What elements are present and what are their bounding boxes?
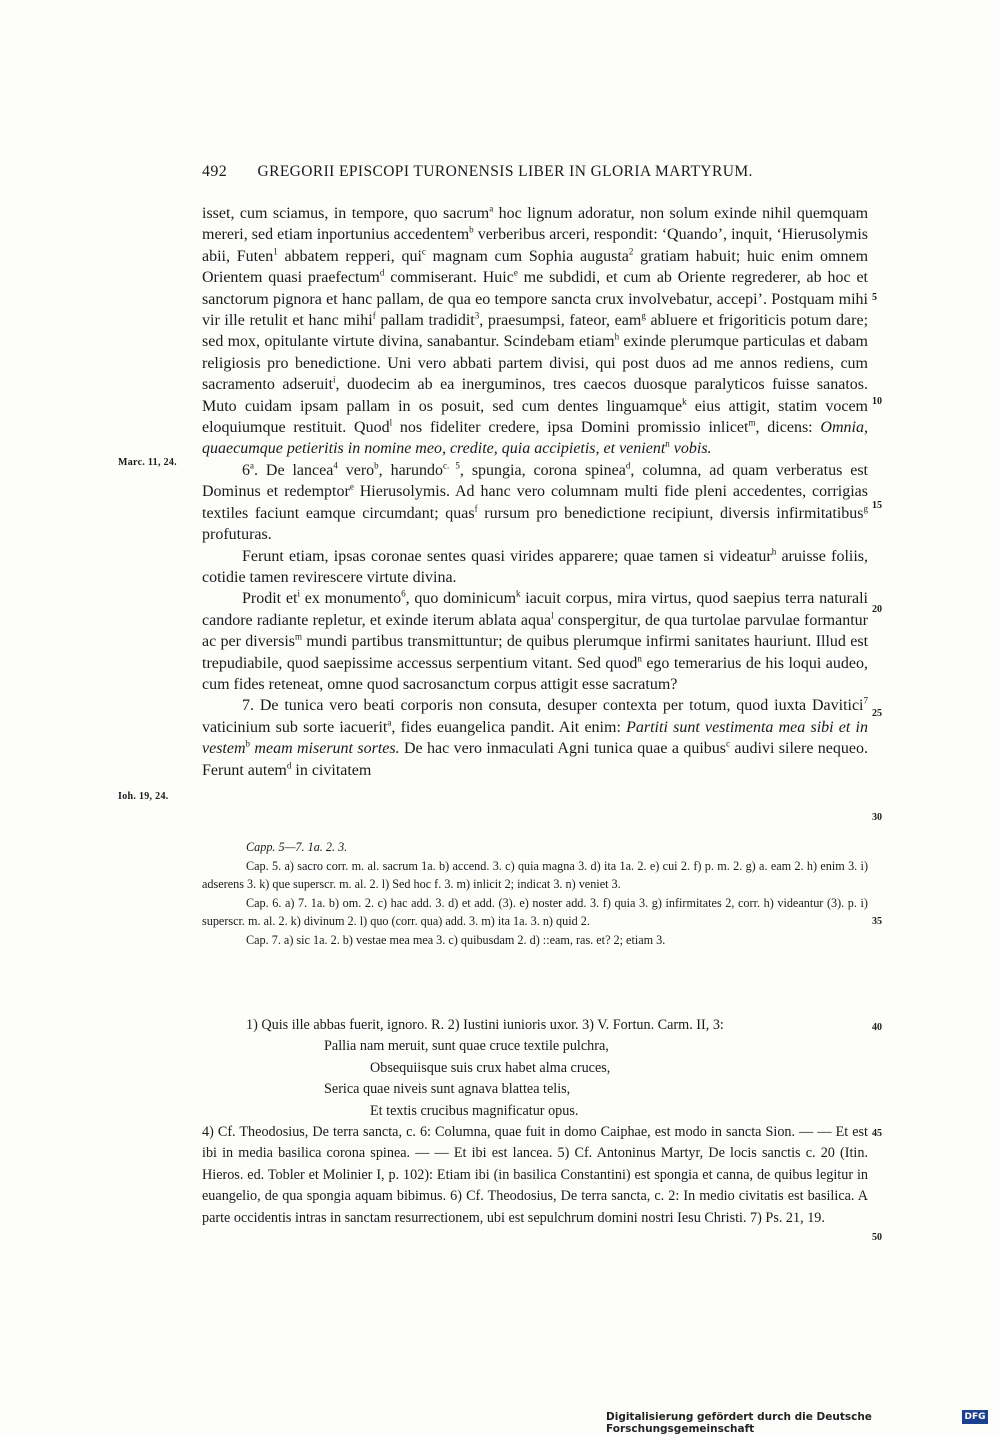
running-title: GREGORII EPISCOPI TURONENSIS LIBER IN GLORIA MARTYRUM.	[257, 163, 753, 180]
line-number: 25	[872, 708, 882, 719]
apparatus-line: Cap. 5. a) sacro corr. m. al. sacrum 1a. b) accend. 3. c) quia magna 3. d) ita 1a. 2. e) cui 2. f) p. m. 2. g) a. eam 2. h) enim 3. i) adserens 3. k) que superscr. m. al. 2. l) Sed hoc f. 3. m) inlicit 2; indicat 3. n) veniet 3.	[202, 858, 868, 892]
footnote: 1) Quis ille abbas fuerit, ignoro. R. 2) Iustini iunioris uxor. 3) V. Fortun. Carm. II, 3:	[246, 1017, 724, 1033]
apparatus-line: Cap. 6. a) 7. 1a. b) om. 2. c) hac add. 3. d) et add. (3). e) noster add. 3. f) quia 3. g) infirmitates 2, corr. h) videantur (3). p. i) superscr. m. al. 2. k) divinum 2. l) quo (corr. qua) add. 3. m) ita 1a. 3. n) quid 2.	[202, 895, 868, 929]
verse-line: Obsequiisque suis crux habet alma cruces,	[370, 1059, 611, 1076]
line-number: 35	[872, 916, 882, 927]
footnote: 4) Cf. Theodosius, De terra sancta, c. 6: Columna, quae fuit in domo Caiphae, est modo in sancta Sion. — — Et est ibi in media basilica corona spinea. — — Et ibi est lancea. 5) Cf. Antoninus Martyr, De locis sanctis c. 20 (Itin. Hieros. ed. Tobler et Molinier I, p. 102): Etiam ibi (in basilica Constantini) est spongia et canna, de quibus legitur in euangelio, de qua spongia aquam bibimus. 6) Cf. Theodosius, De terra sancta, c. 2: In medio civitatis est basilica. A parte occidentis intras in sanctam resurrectionem, ubi est sepulchrum domini nostri Iesu Christi. 7) Ps. 21, 19.	[202, 1124, 868, 1226]
paragraph-1: isset, cum sciamus, in tempore, quo sacrum$^a$ hoc lignum adoratur, non solum exinde nihil quemquam mereri, sed etiam inportunius accedentem$^b$ verberibus arceri, respondit: ‘Quando’, inquit, ‘Hierusolymis abii, Futen$^1$ abbatem repperi, qui$^c$ magnam cum Sophia augusta$^2$ gratiam habuit; huic enim omnem Orientem quasi praefectum$^d$ commiserant. Huic$^e$ me subdidi, et cum ab Oriente regrederer, ab hoc et sanctorum pignora et hanc pallam, de qua eo tempore sancta crux involvebatur, accepi’. Postquam mihi vir ille retulit et hanc mihi$^f$ pallam tradidit$^3$, praesumpsi, fateor, eam$^g$ abluere et frigoriticis potum dare; sed mox, opitulante virtute divina, sanabantur. Scindebam etiam$^h$ exinde plerumque particulas et dabam religiosis pro benedictione. Uni vero abbati partem divisi, qui post duos ad me annos rediens, cum sacramento adseruit$^i$, duodecim ab ea inerguminos, tres caecos duosque paralyticos fuisse sanatos. Muto cuidam ipsam pallam in os posuit, sed cum dentes linguamque$^k$ eius attigit, statim vocem eloquiumque restituit. Quod$^l$ nos fideliter credere, ipsa Domini promissio inlicet$^m$, dicens: Omnia, quaecumque petieritis in nomine meo, credite, quia accipietis, et venient$^n$ vobis.	[202, 203, 869, 458]
paragraph-5: 7. De tunica vero beati corporis non consuta, desuper contexta per totum, quod iuxta Davitici$^7$ vaticinium sub sorte iacuerit$^a$, fides euangelica pandit. Ait enim: Partiti sunt vestimenta mea sibi et in vestem$^b$ meam miserunt sortes. De hac vero inmaculati Agni tunica quae a quibus$^c$ audivi silere nequeo. Ferunt autem$^d$ in civitatem	[202, 696, 869, 779]
footnotes	[202, 1015, 868, 1229]
verse-line: Serica quae niveis sunt agnava blattea telis,	[324, 1081, 571, 1098]
line-number: 5	[872, 292, 877, 303]
verse-line: Pallia nam meruit, sunt quae cruce textile pulchra,	[324, 1038, 609, 1055]
paragraph-4: Prodit $et^i$ ex monumento$^6$, quo dominicum$^k$ iacuit corpus, mira virtus, quod saepius terra naturali candore radiante repletur, et exinde iterum ablata aqua$^l$ conspergitur, de qua turtolae parvulae formantur ac per diversis$^m$ mundi partibus transmittuntur; de quibus plerumque infirmi sanitates hauriunt. Illud est trepudiabile, quod saepissime accessus serpentium vitant. Sed quod$^n$ ego temerarius de his loqui audeo, cum fides reteneat, omne quod sacrosanctum corpus attigit esse sacratum?	[202, 588, 869, 693]
line-number: 45	[872, 1128, 882, 1139]
line-number: 10	[872, 396, 882, 407]
line-number: 30	[872, 812, 882, 823]
digitization-credit: Digitalisierung gefördert durch die Deutsche Forschungsgemeinschaft	[606, 1411, 872, 1435]
critical-apparatus	[202, 838, 868, 950]
apparatus-line: Cap. 7. a) sic 1a. 2. b) vestae mea mea 3. c) quibusdam 2. d) ::eam, ras. et? 2; etiam 3.	[246, 932, 666, 947]
verse-line: Et textis crucibus magnificatur opus.	[370, 1102, 579, 1119]
paragraph-2: 6$^a$. De lancea$^4$ vero$^b$, harundo$^{c. 5}$, spungia, corona spinea$^d$, columna, ad quam verberatus est Dominus et redemptor$^e$ Hierusolymis. Ad hanc vero columnam multi fide pleni accedentes, corrigias textiles faciunt eamque circumdant; quas$^f$ rursum pro benedictione recipiunt, diversis infirmitatibus$^g$ profuturas.	[202, 460, 869, 544]
paragraph-3: Ferunt etiam, ipsas coronae sentes quasi virides apparere; quae tamen si videatur$^h$ aruisse foliis, cotidie tamen revirescere virtute divina.	[202, 546, 869, 586]
apparatus-line: Capp. 5—7. 1a. 2. 3.	[246, 840, 348, 854]
running-header	[202, 163, 868, 181]
line-number: 50	[872, 1232, 882, 1243]
page-number: 492	[202, 163, 228, 180]
line-number: 15	[872, 500, 882, 511]
line-number: 40	[872, 1022, 882, 1033]
dfg-logo: DFG	[962, 1410, 988, 1424]
line-number: 20	[872, 604, 882, 615]
margin-ref-ioh: Ioh. 19, 24.	[118, 791, 169, 802]
main-text	[202, 203, 868, 781]
margin-ref-marc: Marc. 11, 24.	[118, 457, 177, 468]
